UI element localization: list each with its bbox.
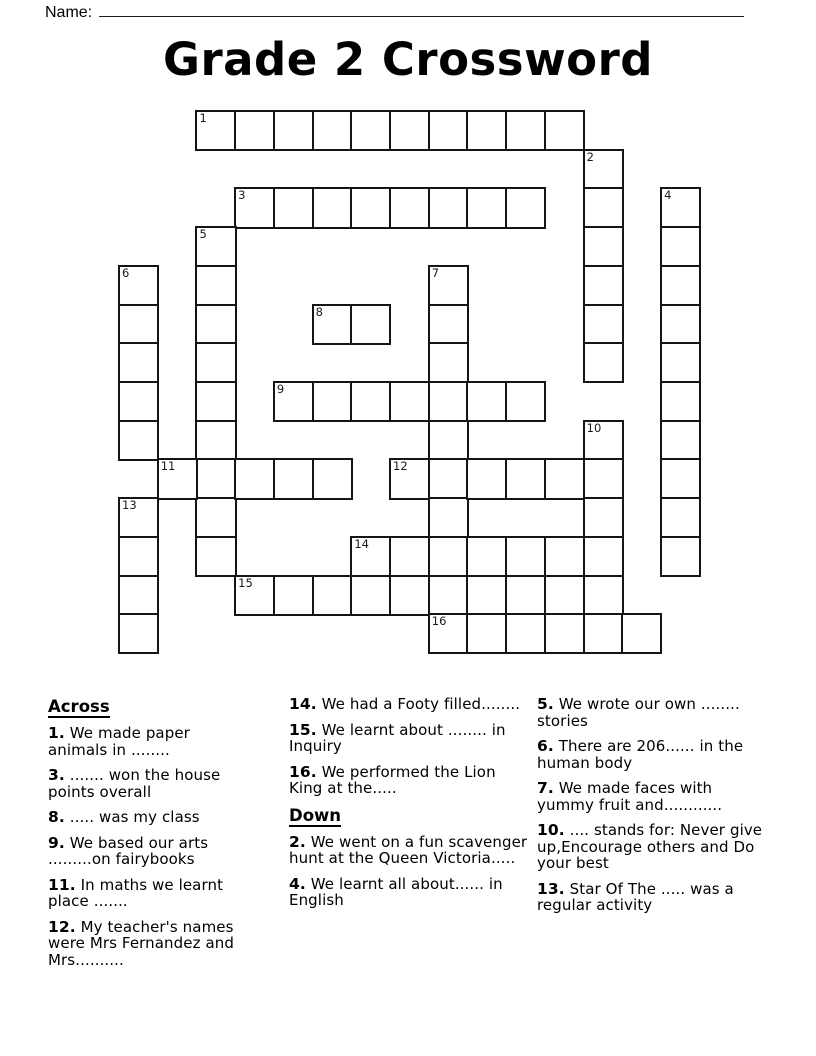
grid-cell[interactable] xyxy=(428,265,469,306)
clue-number: 4. xyxy=(289,874,306,893)
cell-number: 3 xyxy=(238,188,246,203)
grid-cell[interactable] xyxy=(273,187,314,228)
clue-text: We learnt about ........ in Inquiry xyxy=(289,720,506,755)
cell-number: 1 xyxy=(199,111,207,125)
clue-number: 13. xyxy=(537,879,565,898)
grid-cell[interactable] xyxy=(466,458,507,499)
across-heading: Across xyxy=(48,697,110,716)
cell-number: 13 xyxy=(122,498,137,513)
grid-cell[interactable] xyxy=(544,613,585,654)
grid-cell[interactable] xyxy=(660,226,701,267)
grid-cell[interactable] xyxy=(118,381,159,422)
clue-text: Star Of The ..... was a regular activity xyxy=(537,879,734,914)
clue-item xyxy=(48,835,252,868)
grid-cell[interactable] xyxy=(118,497,159,538)
clue-item xyxy=(48,919,252,969)
cell-number: 8 xyxy=(315,304,323,319)
clue-column xyxy=(48,696,252,977)
grid-cell[interactable] xyxy=(660,265,701,306)
grid-cell[interactable] xyxy=(428,536,469,577)
clue-text: We based our arts .........on fairybooks xyxy=(48,833,209,868)
grid-cell[interactable] xyxy=(583,265,624,306)
clue-item xyxy=(48,809,252,826)
grid-cell[interactable] xyxy=(583,226,624,267)
grid-cell[interactable] xyxy=(350,187,391,228)
grid-cell[interactable] xyxy=(466,575,507,616)
grid-cell[interactable] xyxy=(428,110,469,151)
grid-cell[interactable] xyxy=(389,110,430,151)
cell-number: 14 xyxy=(354,536,369,551)
grid-cell[interactable] xyxy=(118,613,159,654)
clue-text: .... stands for: Never give up,Encourage others and Do your best xyxy=(537,821,763,872)
grid-cell[interactable] xyxy=(466,187,507,228)
clue-text: We wrote our own ........ stories xyxy=(537,695,740,730)
grid-cell[interactable] xyxy=(428,420,469,461)
clue-column xyxy=(289,696,532,918)
grid-cell[interactable] xyxy=(312,381,353,422)
clue-text: We learnt all about...... in English xyxy=(289,874,503,909)
clue-text: My teacher's names were Mrs Fernandez and Mrs.......... xyxy=(48,917,234,969)
grid-cell[interactable] xyxy=(505,110,546,151)
grid-cell[interactable] xyxy=(428,187,469,228)
cell-number: 15 xyxy=(238,575,253,590)
clue-item xyxy=(289,834,532,867)
clue-number: 3. xyxy=(48,766,65,784)
grid-cell[interactable] xyxy=(389,381,430,422)
clue-column xyxy=(537,696,769,923)
grid-cell[interactable] xyxy=(118,536,159,577)
grid-cell[interactable] xyxy=(583,536,624,577)
grid-cell[interactable] xyxy=(195,226,236,267)
clue-text: In maths we learnt place ....... xyxy=(48,875,224,910)
down-heading: Down xyxy=(289,805,342,825)
grid-cell[interactable] xyxy=(195,458,236,499)
grid-cell[interactable] xyxy=(583,304,624,345)
clue-number: 1. xyxy=(48,724,65,742)
clues-section xyxy=(48,696,769,977)
grid-cell[interactable] xyxy=(544,458,585,499)
cell-number: 16 xyxy=(431,614,447,629)
name-blank-line[interactable] xyxy=(99,3,744,17)
clue-item xyxy=(289,876,532,909)
grid-cell[interactable] xyxy=(544,575,585,616)
grid-cell[interactable] xyxy=(195,265,236,306)
grid-cell[interactable] xyxy=(505,575,546,616)
grid-cell[interactable] xyxy=(583,613,624,654)
grid-cell[interactable] xyxy=(195,420,236,461)
grid-cell[interactable] xyxy=(312,304,353,345)
cell-number: 9 xyxy=(276,382,285,397)
clue-number: 5. xyxy=(537,695,554,713)
clue-number: 11. xyxy=(48,875,76,894)
grid-cell[interactable] xyxy=(621,613,662,654)
clue-item xyxy=(537,738,769,771)
grid-cell[interactable] xyxy=(660,187,701,228)
grid-cell[interactable] xyxy=(195,342,236,383)
grid-cell[interactable] xyxy=(583,497,624,538)
cell-number: 2 xyxy=(586,149,594,164)
clue-number: 14. xyxy=(289,695,317,713)
grid-cell[interactable] xyxy=(466,613,507,654)
clue-item xyxy=(48,767,252,800)
grid-cell[interactable] xyxy=(466,110,507,151)
grid-cell[interactable] xyxy=(505,458,546,499)
grid-cell[interactable] xyxy=(195,497,236,538)
grid-cell[interactable] xyxy=(428,575,469,616)
clue-text: ..... was my class xyxy=(64,808,200,826)
clue-item xyxy=(537,696,769,729)
grid-cell[interactable] xyxy=(157,458,198,499)
clue-text: There are 206...... in the human body xyxy=(537,737,744,772)
grid-cell[interactable] xyxy=(118,420,159,461)
grid-cell[interactable] xyxy=(660,420,701,461)
grid-cell[interactable] xyxy=(389,575,430,616)
grid-cell[interactable] xyxy=(234,575,275,616)
cell-number: 12 xyxy=(393,459,408,474)
clue-number: 2. xyxy=(289,832,306,851)
grid-cell[interactable] xyxy=(389,187,430,228)
grid-cell[interactable] xyxy=(466,381,507,422)
grid-cell[interactable] xyxy=(234,110,275,151)
name-label: Name: xyxy=(45,4,93,21)
clue-item xyxy=(289,764,532,797)
grid-cell[interactable] xyxy=(660,458,701,499)
cell-number: 10 xyxy=(586,420,602,435)
grid-cell[interactable] xyxy=(660,304,701,345)
grid-cell[interactable] xyxy=(583,575,624,616)
grid-cell[interactable] xyxy=(428,497,469,538)
grid-cell[interactable] xyxy=(195,304,236,345)
grid-cell[interactable] xyxy=(389,536,430,577)
cell-number: 11 xyxy=(160,459,176,474)
clue-text: We had a Footy filled........ xyxy=(316,695,521,713)
grid-cell[interactable] xyxy=(583,342,624,383)
cell-number: 6 xyxy=(122,265,130,280)
grid-cell[interactable] xyxy=(428,613,469,654)
clue-item xyxy=(289,696,532,713)
grid-cell[interactable] xyxy=(583,149,624,190)
grid-cell[interactable] xyxy=(505,613,546,654)
clue-item xyxy=(537,881,769,914)
grid-cell[interactable] xyxy=(544,110,585,151)
crossword-grid xyxy=(118,110,718,656)
grid-cell[interactable] xyxy=(544,536,585,577)
grid-cell[interactable] xyxy=(195,381,236,422)
grid-cell[interactable] xyxy=(428,304,469,345)
clue-text: We went on a fun scavenger hunt at the Queen Victoria..... xyxy=(289,832,528,867)
grid-cell[interactable] xyxy=(350,381,391,422)
grid-cell[interactable] xyxy=(505,381,546,422)
grid-cell[interactable] xyxy=(583,420,624,461)
grid-cell[interactable] xyxy=(660,381,701,422)
grid-cell[interactable] xyxy=(505,187,546,228)
grid-cell[interactable] xyxy=(273,458,314,499)
clue-text: ....... won the house points overall xyxy=(48,766,221,801)
grid-cell[interactable] xyxy=(312,458,353,499)
grid-cell[interactable] xyxy=(428,458,469,499)
grid-cell[interactable] xyxy=(428,381,469,422)
clue-number: 9. xyxy=(48,833,65,852)
clue-number: 15. xyxy=(289,720,317,739)
grid-cell[interactable] xyxy=(312,110,353,151)
grid-cell[interactable] xyxy=(583,458,624,499)
cell-number: 7 xyxy=(431,265,440,280)
cell-number: 4 xyxy=(664,188,672,203)
grid-cell[interactable] xyxy=(660,342,701,383)
clue-item xyxy=(289,722,532,755)
grid-cell[interactable] xyxy=(505,536,546,577)
grid-cell[interactable] xyxy=(273,110,314,151)
grid-cell[interactable] xyxy=(118,304,159,345)
grid-cell[interactable] xyxy=(312,575,353,616)
clue-number: 10. xyxy=(537,821,565,839)
grid-cell[interactable] xyxy=(660,536,701,577)
grid-cell[interactable] xyxy=(428,342,469,383)
clue-number: 8. xyxy=(48,808,65,826)
clue-number: 12. xyxy=(48,917,76,936)
grid-cell[interactable] xyxy=(118,575,159,616)
clue-item xyxy=(537,780,769,813)
grid-cell[interactable] xyxy=(350,575,391,616)
grid-cell[interactable] xyxy=(350,304,391,345)
clue-item xyxy=(48,725,252,758)
grid-cell[interactable] xyxy=(583,187,624,228)
clue-number: 16. xyxy=(289,762,317,781)
name-row xyxy=(45,3,744,22)
grid-cell[interactable] xyxy=(234,187,275,228)
clue-item xyxy=(537,822,769,872)
grid-cell[interactable] xyxy=(350,110,391,151)
grid-cell[interactable] xyxy=(234,458,275,499)
clue-number: 6. xyxy=(537,737,554,755)
clue-text: We made faces with yummy fruit and............ xyxy=(537,779,723,814)
grid-cell[interactable] xyxy=(466,536,507,577)
grid-cell[interactable] xyxy=(389,458,430,499)
cell-number: 5 xyxy=(199,227,207,242)
clue-item xyxy=(48,877,252,910)
grid-cell[interactable] xyxy=(118,265,159,306)
grid-cell[interactable] xyxy=(195,110,236,151)
grid-cell[interactable] xyxy=(273,381,314,422)
grid-cell[interactable] xyxy=(312,187,353,228)
grid-cell[interactable] xyxy=(660,497,701,538)
grid-cell[interactable] xyxy=(273,575,314,616)
clue-number: 7. xyxy=(537,779,554,797)
clue-text: We performed the Lion King at the..... xyxy=(289,762,496,797)
page-title: Grade 2 Crossword xyxy=(163,33,653,86)
grid-cell[interactable] xyxy=(118,342,159,383)
clue-text: We made paper animals in ........ xyxy=(48,724,190,759)
grid-cell[interactable] xyxy=(195,536,236,577)
grid-cell[interactable] xyxy=(350,536,391,577)
